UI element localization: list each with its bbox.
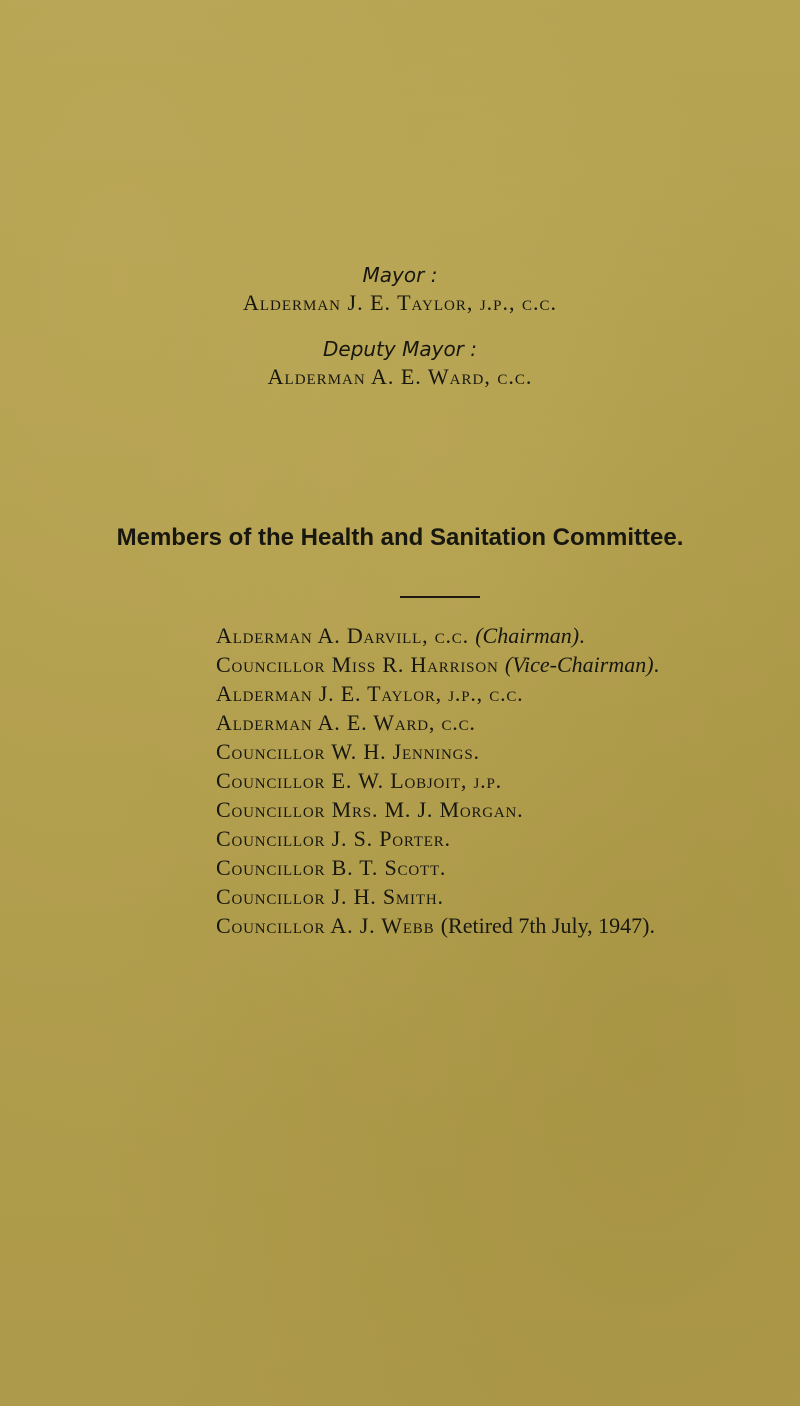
member-name: Councillor J. H. Smith.	[216, 884, 444, 909]
committee-heading: Members of the Health and Sanitation Committee.	[116, 524, 684, 551]
list-item	[216, 708, 776, 737]
member-name: Alderman A. Darvill, c.c.	[216, 623, 469, 648]
list-item	[216, 679, 776, 708]
deputy-mayor-name: Alderman A. E. Ward, c.c.	[267, 364, 533, 389]
member-name: Alderman J. E. Taylor, j.p., c.c.	[216, 681, 524, 706]
committee-member-list	[216, 621, 776, 940]
member-vice-chairman	[216, 650, 776, 679]
member-role-note: (Chairman)	[475, 623, 580, 648]
member-name: Councillor W. H. Jennings.	[216, 739, 480, 764]
list-item	[216, 824, 776, 853]
member-name: Councillor Mrs. M. J. Morgan.	[216, 797, 524, 822]
member-chairman	[216, 621, 776, 650]
mayor-label: Mayor :	[362, 263, 438, 287]
member-name: Councillor B. T. Scott.	[216, 855, 447, 880]
list-item	[216, 911, 776, 940]
deputy-mayor-label: Deputy Mayor :	[322, 337, 477, 361]
member-name: Alderman A. E. Ward, c.c.	[216, 710, 476, 735]
member-name: Councillor Miss R. Harrison	[216, 652, 499, 677]
list-item	[216, 737, 776, 766]
member-name: Councillor A. J. Webb	[216, 913, 435, 938]
list-item	[216, 766, 776, 795]
member-suffix: .	[579, 623, 586, 648]
member-role-note: (Vice-Chairman)	[504, 652, 654, 677]
list-item	[216, 882, 776, 911]
divider-rule	[400, 596, 480, 598]
mayor-name: Alderman J. E. Taylor, j.p., c.c.	[242, 290, 558, 315]
list-item	[216, 853, 776, 882]
member-name: Councillor J. S. Porter.	[216, 826, 451, 851]
list-item	[216, 795, 776, 824]
member-suffix: .	[653, 652, 660, 677]
civic-officers	[0, 262, 800, 392]
member-retirement-note: (Retired 7th July, 1947).	[440, 913, 655, 938]
member-name: Councillor E. W. Lobjoit, j.p.	[216, 768, 502, 793]
